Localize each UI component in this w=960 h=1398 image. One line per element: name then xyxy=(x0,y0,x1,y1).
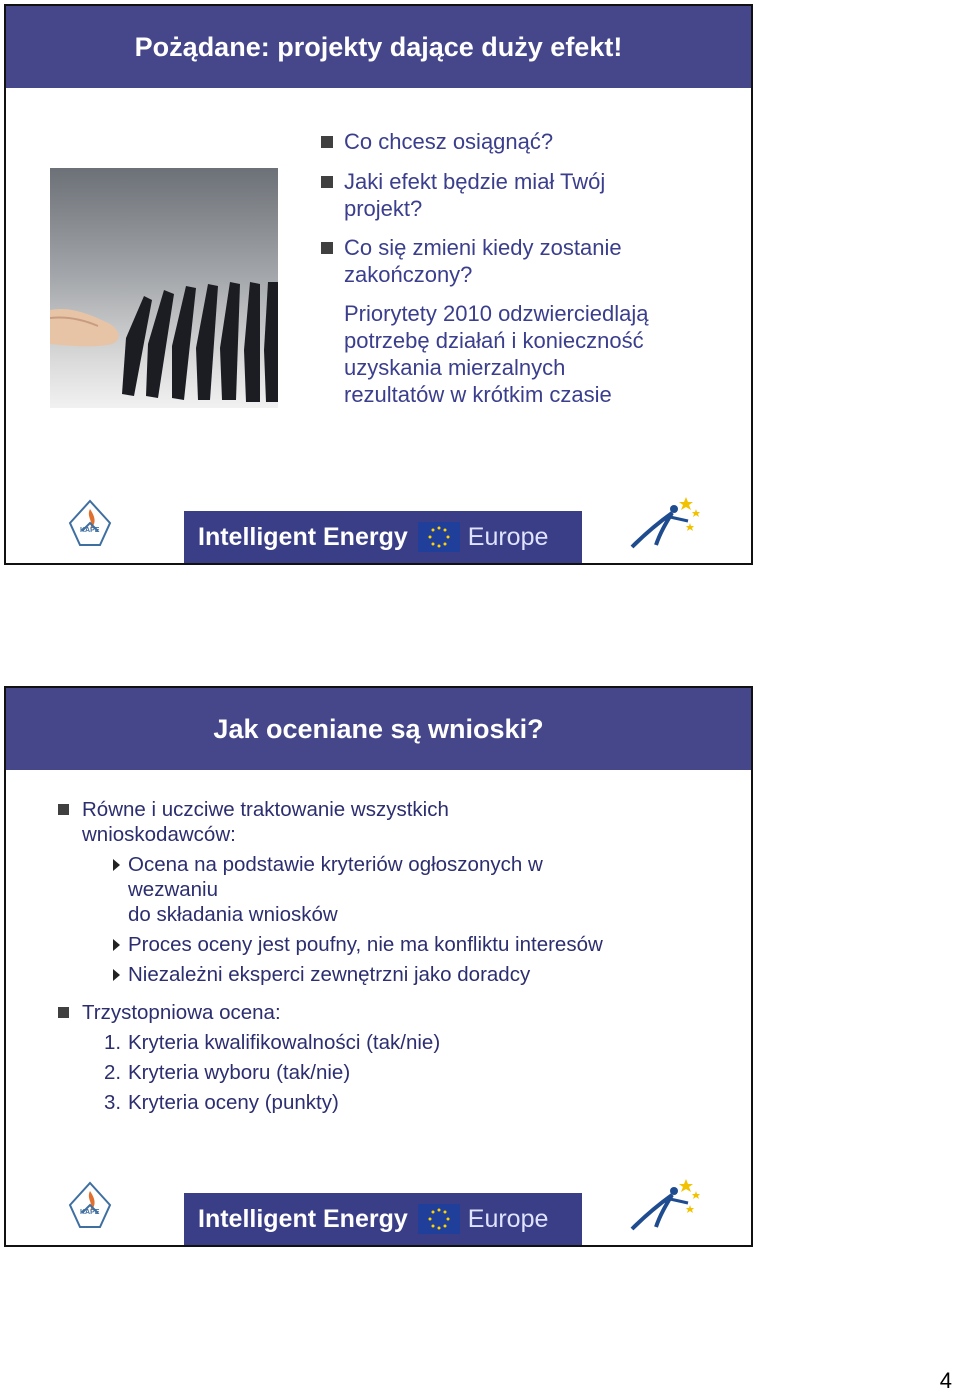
slide-2-sub-bullet-1 xyxy=(128,852,543,927)
bullet-line: Co się zmieni kiedy zostanie xyxy=(344,235,622,260)
numbered-item-1 xyxy=(104,1030,440,1055)
bullet-line: zakończony? xyxy=(344,262,473,287)
triangle-bullet-icon xyxy=(113,939,120,951)
slide-2-bullet-2 xyxy=(82,1000,281,1025)
bullet-line: Równe i uczciwe traktowanie wszystkich xyxy=(82,798,449,821)
slide-1-bullet-2 xyxy=(344,168,605,222)
slide-1-title: Pożądane: projekty dające duży efekt! xyxy=(6,6,751,88)
kape-logo-text: KAPE xyxy=(80,527,100,534)
intelligent-energy-banner xyxy=(184,1193,582,1245)
page-number: 4 xyxy=(939,1368,952,1393)
slide-1-bullet-3 xyxy=(344,234,622,288)
sub-bullet-line: wezwaniu xyxy=(128,878,219,901)
paragraph-line: Priorytety 2010 odzwierciedlają xyxy=(344,301,649,326)
kape-logo xyxy=(60,1177,120,1233)
square-bullet-icon xyxy=(321,136,333,148)
sub-bullet-line: Ocena na podstawie kryteriów ogłoszonych w xyxy=(128,853,543,876)
slide-2-title: Jak oceniane są wnioski? xyxy=(6,688,751,770)
slide-1-bullet-1 xyxy=(344,128,553,155)
item-number: 1. xyxy=(104,1031,122,1054)
paragraph-line: potrzebę działań i konieczność xyxy=(344,328,644,353)
item-number: 3. xyxy=(104,1091,122,1114)
eu-flag-icon xyxy=(418,1204,460,1234)
banner-title: Intelligent Energy xyxy=(198,522,408,551)
jumping-figure-stars-logo xyxy=(626,493,706,551)
kape-logo-text: KAPE xyxy=(80,1209,100,1216)
square-bullet-icon xyxy=(321,242,333,254)
numbered-item-3 xyxy=(104,1090,339,1115)
item-text: Kryteria wyboru (tak/nie) xyxy=(128,1061,351,1084)
slide-1-priorities-text xyxy=(344,300,649,408)
eu-flag-icon xyxy=(418,522,460,552)
slide-2-bullet-1 xyxy=(82,797,449,847)
banner-europe: Europe xyxy=(467,522,549,551)
item-text: Kryteria kwalifikowalności (tak/nie) xyxy=(128,1031,441,1054)
square-bullet-icon xyxy=(58,804,69,815)
slide-2 xyxy=(4,686,753,1247)
numbered-item-2 xyxy=(104,1060,350,1085)
slide-1 xyxy=(4,4,753,565)
paragraph-line: rezultatów w krótkim czasie xyxy=(344,382,612,407)
slide-2-sub-bullet-3 xyxy=(128,962,530,987)
sub-bullet-line: do składania wniosków xyxy=(128,903,338,926)
square-bullet-icon xyxy=(58,1007,69,1018)
domino-hand-photo xyxy=(50,168,278,408)
slide-1-footer xyxy=(6,493,751,563)
jumping-figure-stars-logo xyxy=(626,1175,706,1233)
item-number: 2. xyxy=(104,1061,122,1084)
bullet-line: wnioskodawców: xyxy=(82,823,236,846)
bullet-line: Jaki efekt będzie miał Twój xyxy=(344,169,606,194)
bullet-line: Trzystopniowa ocena: xyxy=(82,1001,281,1024)
slide-2-footer xyxy=(6,1175,751,1245)
paragraph-line: uzyskania mierzalnych xyxy=(344,355,566,380)
triangle-bullet-icon xyxy=(113,859,120,871)
banner-title: Intelligent Energy xyxy=(198,1204,408,1233)
bullet-line: Co chcesz osiągnąć? xyxy=(344,129,554,154)
kape-logo xyxy=(60,495,120,551)
item-text: Kryteria oceny (punkty) xyxy=(128,1091,339,1114)
banner-europe: Europe xyxy=(467,1204,549,1233)
intelligent-energy-banner xyxy=(184,511,582,563)
sub-bullet-line: Niezależni eksperci zewnętrzni jako doradcy xyxy=(128,963,531,986)
triangle-bullet-icon xyxy=(113,969,120,981)
slide-2-sub-bullet-2 xyxy=(128,932,603,957)
sub-bullet-line: Proces oceny jest poufny, nie ma konfliktu interesów xyxy=(128,933,603,956)
bullet-line: projekt? xyxy=(344,196,423,221)
square-bullet-icon xyxy=(321,176,333,188)
domino-illustration xyxy=(50,168,278,408)
